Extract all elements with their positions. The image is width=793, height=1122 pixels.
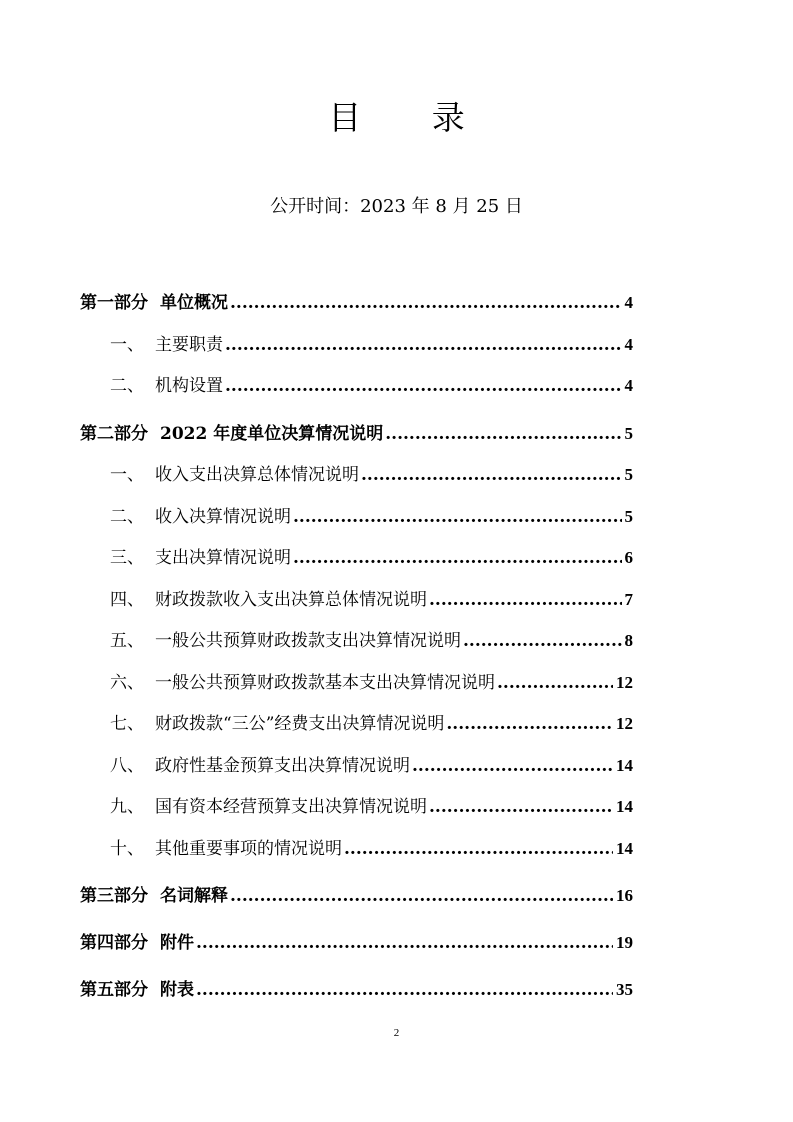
toc-entry[interactable] bbox=[80, 290, 633, 316]
toc-entry-page: 6 bbox=[624, 548, 633, 567]
toc-entry-number: 三、 bbox=[110, 548, 144, 568]
toc-entry-title: 一般公共预算财政拨款支出决算情况说明 bbox=[155, 631, 461, 651]
toc-entry-number: 二、 bbox=[110, 507, 144, 527]
dot-leader bbox=[225, 332, 622, 358]
dot-leader bbox=[196, 977, 613, 1003]
toc-entry[interactable] bbox=[110, 628, 633, 654]
toc-entry-number: 七、 bbox=[110, 714, 144, 734]
toc-entry-title: 单位概况 bbox=[160, 293, 228, 313]
dot-leader bbox=[293, 545, 622, 571]
toc-entry-page: 4 bbox=[624, 335, 633, 354]
toc-entry-page: 12 bbox=[616, 714, 633, 733]
toc-entry-number: 十、 bbox=[110, 839, 144, 859]
toc-entry[interactable] bbox=[110, 670, 633, 696]
toc-entry-title: 其他重要事项的情况说明 bbox=[155, 839, 342, 859]
toc-entry-number: 第四部分 bbox=[80, 933, 148, 953]
toc-entry-title: 财政拨款“三公”经费支出决算情况说明 bbox=[155, 714, 445, 734]
dot-leader bbox=[196, 930, 613, 956]
toc-entry-title: 政府性基金预算支出决算情况说明 bbox=[155, 756, 410, 776]
toc-entry[interactable] bbox=[110, 332, 633, 358]
toc-entry-number: 一、 bbox=[110, 465, 144, 485]
toc-entry[interactable] bbox=[80, 930, 633, 956]
toc-entry-number: 第一部分 bbox=[80, 293, 148, 313]
dot-leader bbox=[361, 462, 622, 488]
dot-leader bbox=[293, 504, 622, 530]
toc-entry-page: 14 bbox=[616, 839, 633, 858]
toc-entry-title: 附表 bbox=[160, 980, 194, 1000]
toc-entry-page: 4 bbox=[624, 293, 633, 312]
toc-entry-title: 2022 年度单位决算情况说明 bbox=[160, 424, 384, 444]
toc-entry-number: 九、 bbox=[110, 797, 144, 817]
toc-entry-number: 第二部分 bbox=[80, 424, 148, 444]
dot-leader bbox=[412, 753, 613, 779]
toc-entry-page: 14 bbox=[616, 756, 633, 775]
toc-entry-number: 五、 bbox=[110, 631, 144, 651]
toc-entry-title: 支出决算情况说明 bbox=[155, 548, 291, 568]
toc-entry-page: 5 bbox=[624, 507, 633, 526]
dot-leader bbox=[225, 373, 622, 399]
toc-entry[interactable] bbox=[110, 373, 633, 399]
dot-leader bbox=[385, 421, 621, 447]
dot-leader bbox=[446, 711, 613, 737]
toc-entry-number: 一、 bbox=[110, 335, 144, 355]
toc-entry[interactable] bbox=[110, 587, 633, 613]
toc-entry-page: 5 bbox=[624, 465, 633, 484]
toc-entry-title: 国有资本经营预算支出决算情况说明 bbox=[155, 797, 427, 817]
dot-leader bbox=[344, 836, 613, 862]
toc-entry-title: 附件 bbox=[160, 933, 194, 953]
toc-entry-page: 35 bbox=[616, 980, 633, 999]
toc-entry[interactable] bbox=[110, 711, 633, 737]
toc-entry-page: 14 bbox=[616, 797, 633, 816]
toc-entry-page: 5 bbox=[624, 424, 633, 443]
toc-entry-page: 19 bbox=[616, 933, 633, 952]
toc-entry-page: 12 bbox=[616, 673, 633, 692]
toc-entry-page: 8 bbox=[624, 631, 633, 650]
toc-entry-number: 四、 bbox=[110, 590, 144, 610]
toc-entry-title: 收入支出决算总体情况说明 bbox=[155, 465, 359, 485]
toc-entry-title: 一般公共预算财政拨款基本支出决算情况说明 bbox=[155, 673, 495, 693]
dot-leader bbox=[497, 670, 613, 696]
toc-entry-number: 八、 bbox=[110, 756, 144, 776]
dot-leader bbox=[429, 794, 613, 820]
publish-date: 公开时间：2023 年 8 月 25 日 bbox=[270, 196, 523, 217]
toc-entry[interactable] bbox=[80, 421, 633, 447]
toc-entry[interactable] bbox=[80, 977, 633, 1003]
toc-entry[interactable] bbox=[110, 753, 633, 779]
toc-entry-page: 16 bbox=[616, 886, 633, 905]
toc-entry-title: 主要职责 bbox=[155, 335, 223, 355]
toc-entry-title: 名词解释 bbox=[160, 886, 228, 906]
toc-entry[interactable] bbox=[110, 836, 633, 862]
dot-leader bbox=[429, 587, 622, 613]
toc-entry[interactable] bbox=[110, 794, 633, 820]
page-number: 2 bbox=[393, 1027, 400, 1039]
toc-entry-number: 二、 bbox=[110, 376, 144, 396]
toc-entry[interactable] bbox=[110, 504, 633, 530]
dot-leader bbox=[463, 628, 622, 654]
dot-leader bbox=[230, 290, 622, 316]
toc-entry-page: 4 bbox=[624, 376, 633, 395]
toc-entry-page: 7 bbox=[624, 590, 633, 609]
toc-entry-title: 机构设置 bbox=[155, 376, 223, 396]
toc-entry[interactable] bbox=[110, 462, 633, 488]
toc-entry[interactable] bbox=[110, 545, 633, 571]
toc-title: 目 录 bbox=[328, 98, 495, 137]
toc-entry-title: 财政拨款收入支出决算总体情况说明 bbox=[155, 590, 427, 610]
toc-entry-title: 收入决算情况说明 bbox=[155, 507, 291, 527]
toc-entry-number: 第五部分 bbox=[80, 980, 148, 1000]
toc-entry[interactable] bbox=[80, 883, 633, 909]
toc-entry-number: 第三部分 bbox=[80, 886, 148, 906]
dot-leader bbox=[230, 883, 613, 909]
toc-entry-number: 六、 bbox=[110, 673, 144, 693]
